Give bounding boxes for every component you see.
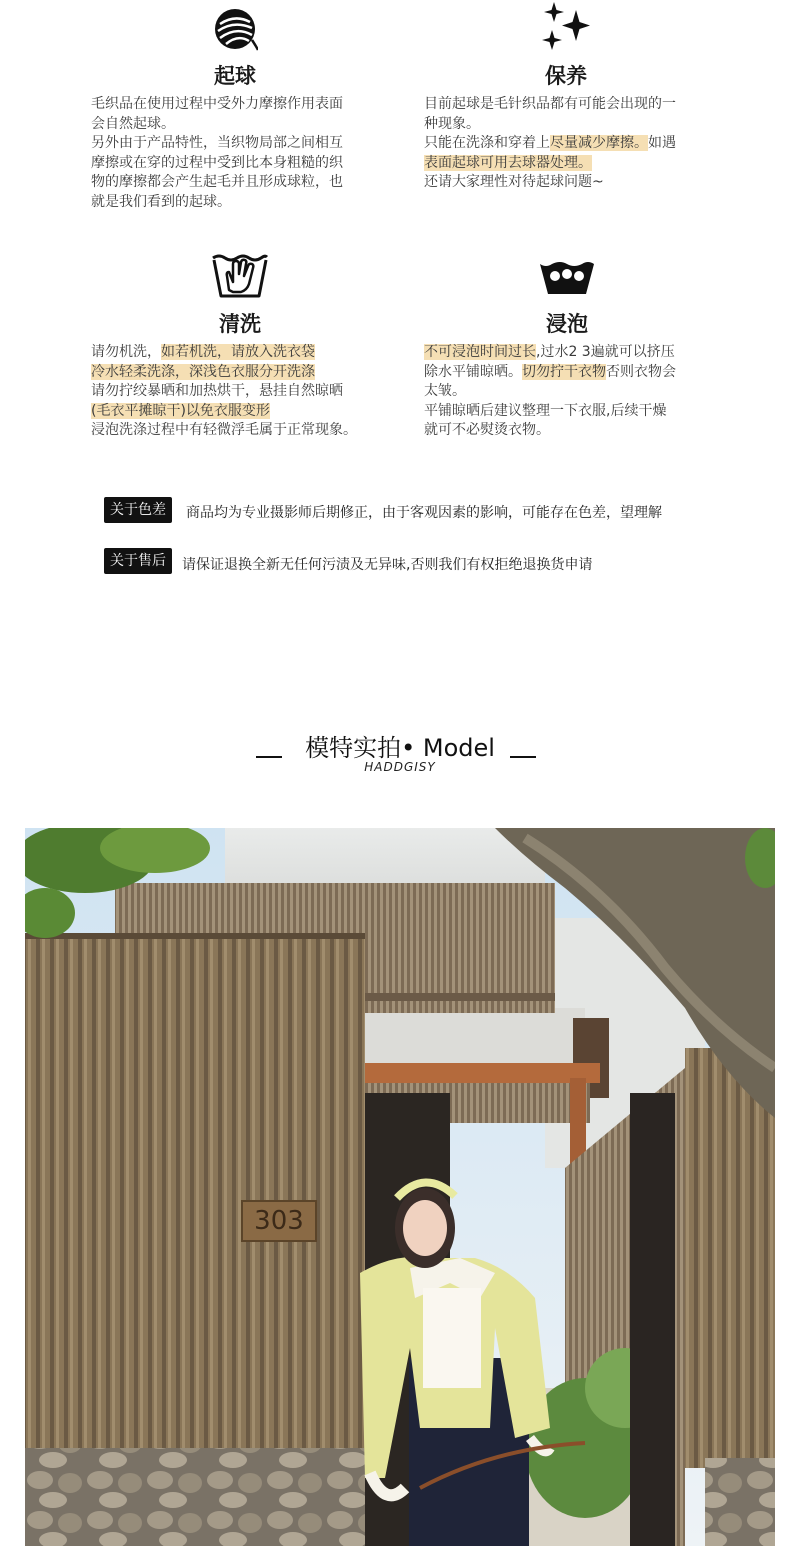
pilling-line: 摩擦或在穿的过程中受到比本身粗糙的织 [91,154,343,171]
wash-line [91,402,401,422]
soak-highlight: 不可浸泡时间过长 [424,344,536,360]
yarn-ball-icon [212,6,258,56]
pilling-line: 物的摩擦都会产生起毛并且形成球粒，也 [91,174,343,191]
sparkle-icon [540,0,594,58]
color-diff-tag: 关于色差 [104,497,172,523]
model-photo [25,828,775,1546]
care-line: 还请大家理性对待起球问题~ [424,174,604,191]
soak-text [424,343,724,441]
model-section-title: 模特实拍• Model [305,734,495,762]
care-line: 种现象。 [424,115,480,132]
care-line-part: 如遇 [648,135,676,152]
soak-line: 就可不必熨烫衣物。 [424,422,550,439]
color-diff-notice: 商品均为专业摄影师后期修正，由于客观因素的影响，可能存在色差，望理解 [186,505,662,521]
house-number-plate: 303 [254,1206,304,1236]
pilling-line: 就是我们看到的起球。 [91,193,231,210]
soak-line-part: 除水平铺晾晒。 [424,363,522,380]
pilling-text [91,95,391,213]
pilling-line: 另外由于产品特性，当织物局部之间相互 [91,135,343,152]
soak-line: 太皱。 [424,383,466,400]
wash-line: 浸泡洗涤过程中有轻微浮毛属于正常现象。 [91,422,357,439]
wash-highlight: 冷水轻柔洗涤，深浅色衣服分开洗涤 [91,363,315,380]
pilling-line: 会自然起球。 [91,115,175,132]
wash-title: 清洗 [219,312,261,336]
title-dash-right [510,756,536,758]
care-text [424,95,724,193]
pilling-title: 起球 [214,64,256,88]
wash-highlight: 如若机洗，请放入洗衣袋 [161,344,315,360]
wash-line [91,343,401,363]
soak-line-part: 否则衣物会 [606,363,676,380]
soak-line [424,343,724,363]
hand-wash-icon [211,252,269,304]
care-line [424,154,724,174]
wash-line: 请勿拧绞暴晒和加热烘干，悬挂自然晾晒 [91,383,343,400]
wash-basin-icon [538,256,596,300]
soak-line [424,363,724,383]
pilling-line: 毛织品在使用过程中受外力摩擦作用表面 [91,96,343,112]
wash-text [91,343,401,441]
care-line-part: 只能在洗涤和穿着上 [424,135,550,152]
soak-line-part: ,过水2 3遍就可以挤压 [536,344,675,360]
after-sales-tag: 关于售后 [104,548,172,574]
care-highlight: 表面起球可用去球器处理。 [424,154,592,171]
wash-highlight: (毛衣平摊晾干)以免衣服变形 [91,402,270,419]
brand-name: HADDGISY [364,760,436,774]
care-title: 保养 [545,64,587,88]
after-sales-notice: 请保证退换全新无任何污渍及无异味,否则我们有权拒绝退换货申请 [182,557,593,573]
wash-line [91,363,401,383]
care-line: 目前起球是毛针织品都有可能会出现的一 [424,96,676,112]
wash-line-part: 请勿机洗， [91,344,161,360]
care-highlight: 尽量减少摩擦。 [550,135,648,152]
soak-line: 平铺晾晒后建议整理一下衣服,后续干燥 [424,402,667,419]
care-line [424,134,724,154]
soak-title: 浸泡 [546,312,588,336]
soak-highlight: 切勿拧干衣物 [522,363,606,380]
